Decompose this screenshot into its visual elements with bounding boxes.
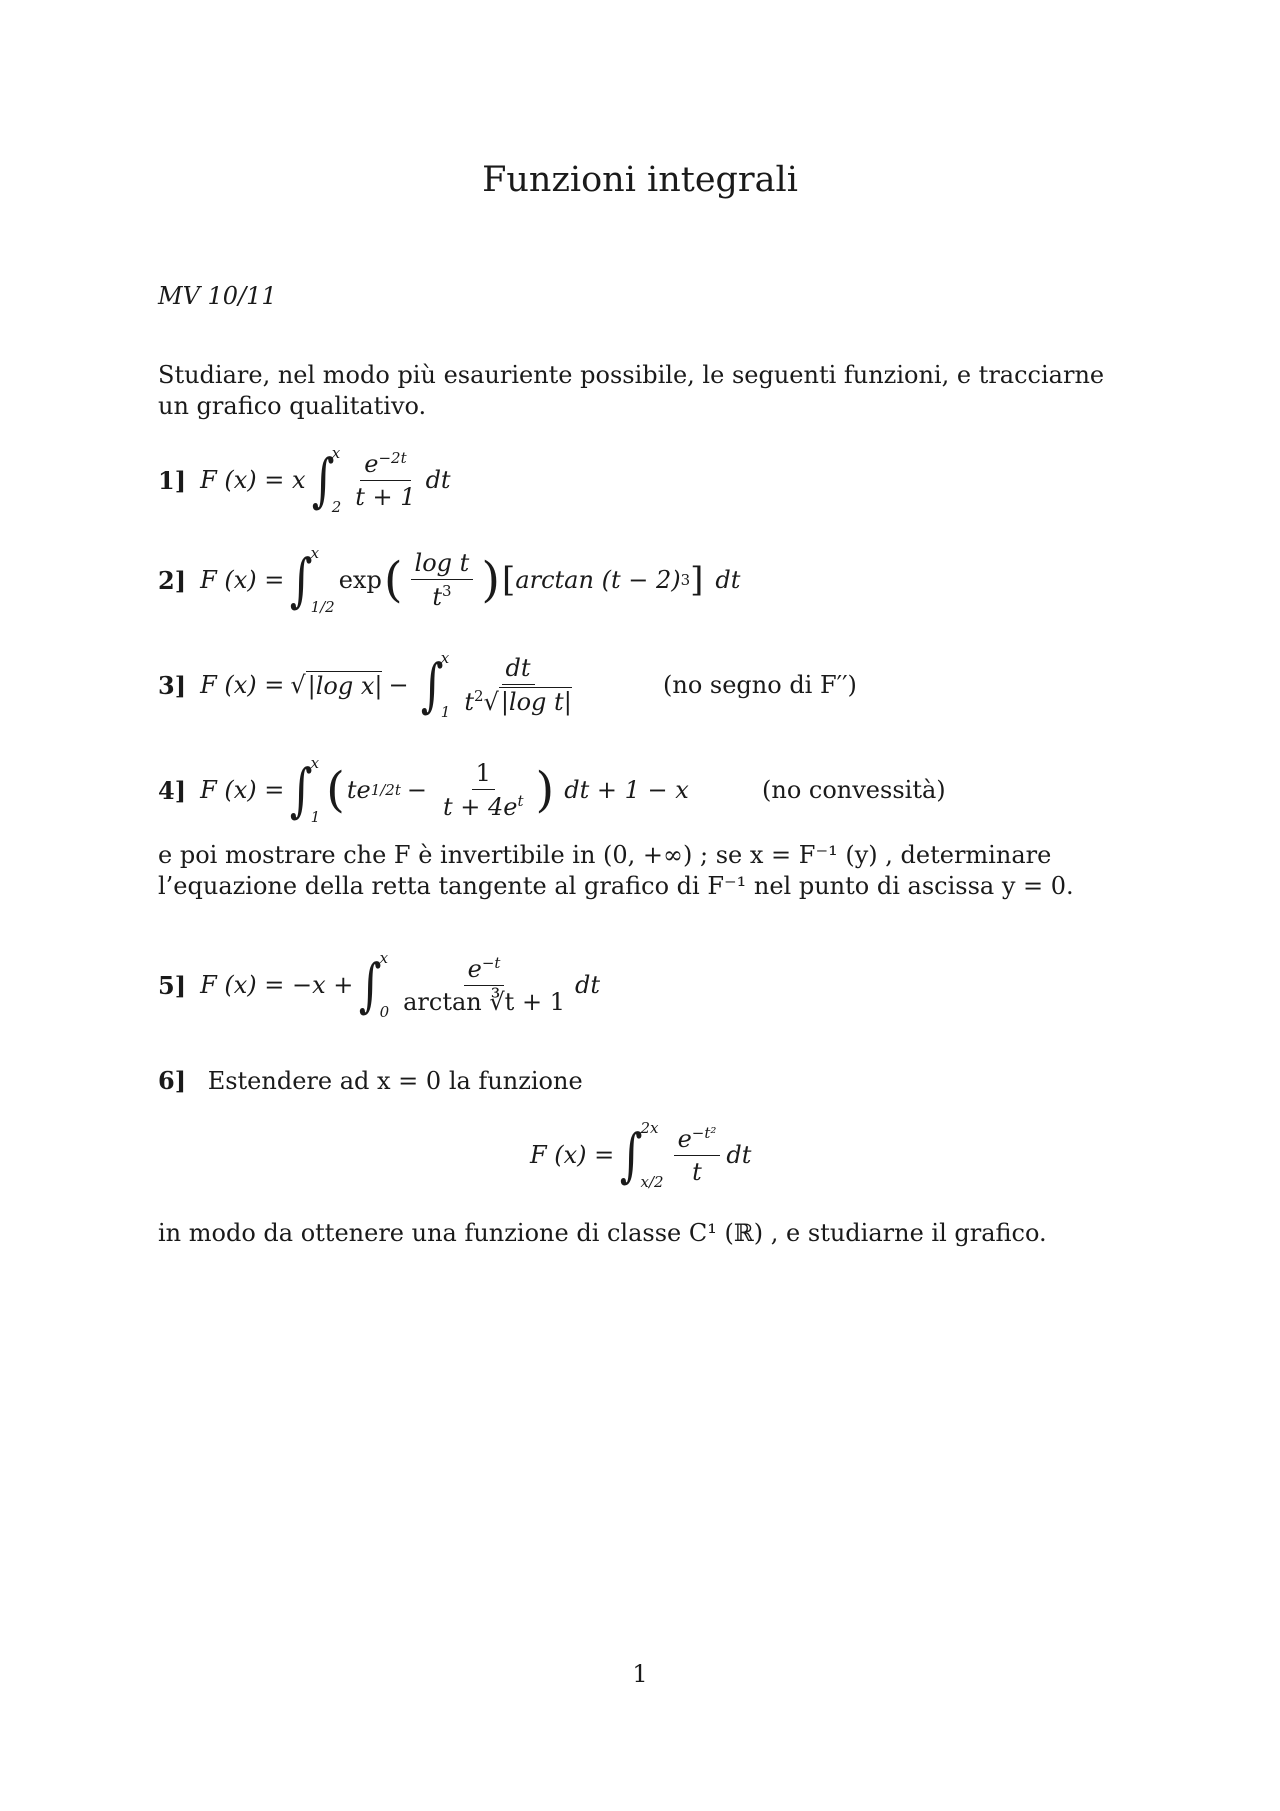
numerator: log t [411,549,474,580]
problem-4-followup: e poi mostrare che F è invertibile in (0, +∞) ; se x = F⁻¹ (y) , determinare l’equazione della retta tangente al grafico di F⁻¹ nel punto di ascissa y = 0. [158,841,1074,900]
problem-lhs: F (x) = [200,671,285,699]
upper-limit: x [440,649,450,667]
problem-5 [158,945,600,1025]
problem-label: 5] [158,970,187,1000]
problem-3: 3] F (x) = √ |log x| − ∫ x 1 $\frac{dt}{t^2√|\log t|}$ (no segno di F′′) [158,649,857,721]
fraction [411,549,474,611]
integral-sign: ∫ x 1 [420,649,451,721]
lower-limit: 1 [310,808,321,826]
upper-limit: x [379,949,389,967]
denominator-exp: 2 [474,687,484,705]
problem-lhs: F (x) = −x + [200,971,354,999]
denominator: t + 1 [355,483,416,511]
problem-1 [158,440,451,520]
denominator-t: t [464,688,474,716]
term1: te [346,776,371,804]
problem-label: 2] [158,565,187,595]
problem-6-followup: in modo da ottenere una funzione di classe C¹ (ℝ) , e studiarne il grafico. [158,1219,1047,1247]
numerator-exp: −t [481,954,501,972]
problem-6-text: Estendere ad x = 0 la funzione [207,1067,583,1095]
term1-exp: 1/2t [370,781,401,799]
problem-lhs: F (x) = x [200,466,306,494]
integral-sign: ∫ x 1/2 [290,544,335,616]
numerator: e [467,955,482,983]
integral-tail: dt + 1 − x [564,776,689,804]
differential: dt [425,466,451,494]
upper-limit: x [310,544,320,562]
integral-sign: ∫ x 2 [311,444,342,516]
numerator-exp: −2t [378,449,407,467]
upper-limit: x [331,444,341,462]
course-code: MV 10/11 [158,282,277,310]
arctan-exp: 3 [680,571,691,589]
problem-4: 4] F (x) = ∫ x 1 ( te 1/2t − $\frac{1}{t + 4e^t}$ ) dt + 1 − x (no convessità) [158,754,946,826]
upper-limit: x [310,754,320,772]
lower-limit: 1 [440,703,451,721]
denominator: t + 4e [442,793,518,821]
integral-sign: ∫ 2x x/2 [620,1119,664,1191]
numerator-exp: −t² [691,1124,717,1142]
sqrt-term: |log x| [307,671,383,700]
fraction [439,759,528,821]
numerator: e [364,450,379,478]
fraction: $\frac{dt}{t^2√|\log t|}$ [464,654,572,716]
problem-6-formula [530,1115,751,1195]
differential: dt [715,566,741,594]
problem-label: 1] [158,465,187,495]
minus-sign: − [388,671,409,699]
denominator-sqrt: |log t| [500,688,572,716]
denominator: arctan ∛t + 1 [403,988,565,1016]
problem-lhs: F (x) = [200,776,285,804]
upper-limit: 2x [640,1119,659,1137]
numerator: 1 [472,759,495,790]
denominator: t [692,1158,702,1186]
integral-sign: ∫ x 1 [290,754,321,826]
lower-limit: 0 [379,1003,390,1021]
problem-6-intro [158,1066,583,1095]
integral-sign: ∫ x 0 [359,949,390,1021]
problem-2: 2] F (x) = ∫ x 1/2 exp ( $\frac{\text{log t}}{t^3}$ ) [ arctan (t − 2) 3 ] dt [158,544,741,616]
intro-text: Studiare, nel modo più esauriente possibile, le seguenti funzioni, e tracciarne un grafico qualitativo. [158,361,1105,420]
differential: dt [726,1141,752,1169]
problem-label: 4] [158,775,187,805]
differential: dt [574,971,600,999]
minus-sign: − [406,776,427,804]
problem-label: 6] [158,1066,187,1095]
denominator-exp: t [517,792,524,810]
denominator: t [432,583,442,611]
problem-lhs: F (x) = [200,566,285,594]
problem-label: 3] [158,670,187,700]
fraction [351,449,419,511]
lower-limit: 1/2 [310,598,335,616]
problem-lhs: F (x) = [530,1141,615,1169]
problem-note: (no segno di F′′) [663,671,857,699]
numerator: dt [502,654,535,685]
fraction [674,1124,721,1186]
lower-limit: x/2 [640,1173,664,1191]
exp-function: exp [338,566,382,594]
arctan-term: arctan (t − 2) [515,566,681,594]
page-number: 1 [632,1660,648,1688]
problem-note: (no convessità) [762,776,946,804]
numerator: e [677,1125,692,1153]
denominator-exp: 3 [441,582,452,600]
fraction [399,954,569,1016]
lower-limit: 2 [331,498,342,516]
page-title: Funzioni integrali [482,160,798,200]
